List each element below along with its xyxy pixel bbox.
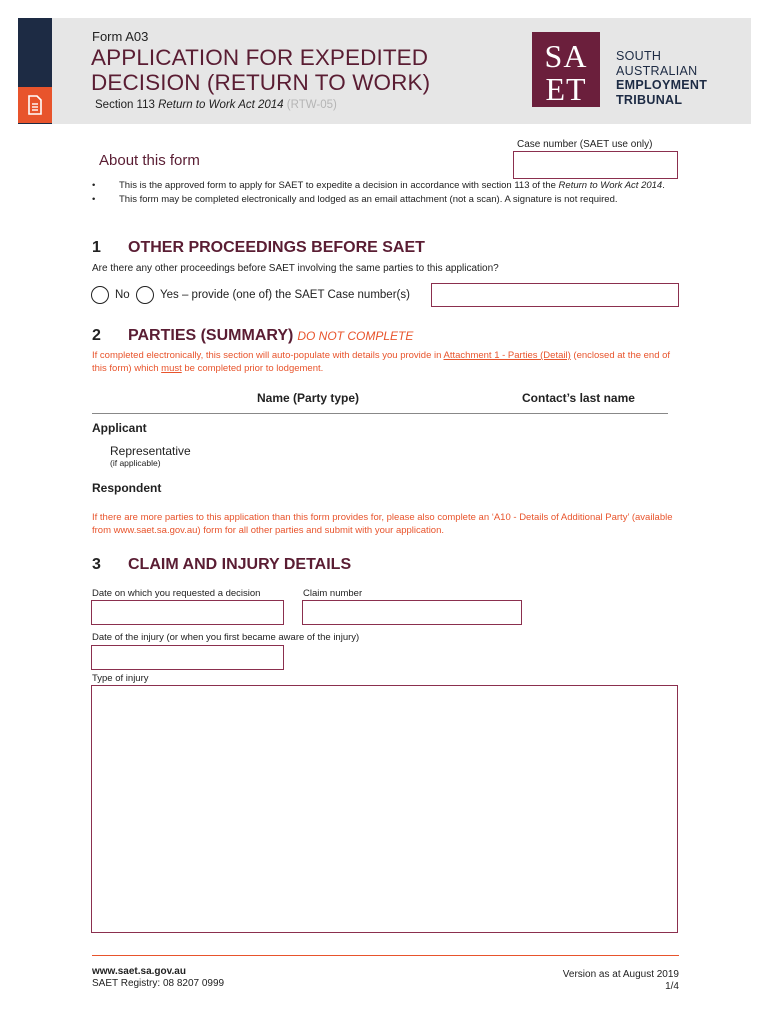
bullet-2-text: This form may be completed electronically and lodged as an email attachment (not a scan). A signature is not required. [119,194,618,205]
logo-line-2: AUSTRALIAN [616,63,698,78]
section-3-number: 3 [92,556,101,573]
no-radio[interactable] [91,286,109,304]
case-number-label: Case number (SAET use only) [517,139,653,150]
saet-logo-mark [532,32,600,107]
date-injury-input[interactable] [91,645,284,670]
svg-text:ET: ET [545,71,587,107]
tribunal-name [616,49,707,107]
type-injury-label: Type of injury [92,673,149,684]
table-divider [92,413,668,414]
applicant-label: Applicant [92,421,147,435]
section-2-title-text: PARTIES (SUMMARY) [128,327,294,344]
rtw-code: (RTW-05) [283,99,337,111]
title-line-1: APPLICATION FOR EXPEDITED [91,45,429,70]
section-3-title: CLAIM AND INJURY DETAILS [128,556,352,573]
no-radio-label: No [115,289,130,301]
yes-radio-label: Yes – provide (one of) the SAET Case number(s) [160,289,410,301]
representative-note: (if applicable) [110,458,161,468]
form-code: Form A03 [92,29,149,44]
bullet-dot-icon: • [92,194,96,205]
section-reference [95,99,337,111]
document-icon [18,87,52,123]
title-line-2: DECISION (RETURN TO WORK) [91,70,431,95]
attachment-1-link[interactable]: Attachment 1 - Parties (Detail) [443,350,571,361]
representative-label: Representative [110,444,191,458]
type-injury-textarea[interactable] [91,685,678,933]
list-item [92,194,682,206]
page-title [91,45,430,95]
section-2-number: 2 [92,327,101,344]
column-header-contact: Contact’s last name [522,391,635,405]
footer-registry-phone: SAET Registry: 08 8207 0999 [92,978,225,989]
section-1-question: Are there any other proceedings before SAET involving the same parties to this application? [92,263,499,274]
footer-website-link[interactable]: www.saet.sa.gov.au [92,966,186,977]
bullet-1-act: Return to Work Act 2014 [558,180,663,191]
additional-parties-note: If there are more parties to this application than this form provides for, please also complete an ‘A10 - Details of Additional Party’ (available from www.saet.sa.gov.au) form for all other parties and submit with your application. [92,512,673,536]
bullet-dot-icon: • [92,180,96,191]
do-not-complete-warning: DO NOT COMPLETE [297,329,414,343]
yes-radio[interactable] [136,286,154,304]
date-injury-label: Date of the injury (or when you first became aware of the injury) [92,632,360,643]
about-bullets [92,180,682,208]
column-header-name: Name (Party type) [257,391,360,405]
logo-line-3: EMPLOYMENT [616,78,708,92]
bullet-1-end: . [662,180,665,191]
note-must: must [161,363,182,374]
date-requested-label: Date on which you requested a decision [92,588,261,599]
note-text-2: (enclosed at the end of this form) which [92,350,671,374]
footer-divider [92,955,679,956]
list-item [92,180,682,192]
logo-line-4: TRIBUNAL [616,92,683,107]
page-number: 1/4 [665,981,679,992]
section-prefix: Section 113 [95,99,159,111]
footer-version: Version as at August 2019 [562,969,679,980]
case-number-field[interactable] [513,151,678,179]
respondent-label: Respondent [92,481,162,495]
claim-number-input[interactable] [302,600,522,625]
note-text-1: If completed electronically, this section will auto-populate with details you provide in [92,350,444,361]
svg-text:SA: SA [544,38,588,74]
saet-case-number-input[interactable] [431,283,679,307]
claim-number-label: Claim number [303,588,363,599]
section-1-number: 1 [92,239,101,256]
note-text-3: be completed prior to lodgement. [181,363,324,374]
logo-line-1: SOUTH [616,49,662,63]
autopopulate-note [92,349,682,375]
about-heading: About this form [99,152,200,169]
section-1-title: OTHER PROCEEDINGS BEFORE SAET [128,239,425,256]
bullet-1-text: This is the approved form to apply for SAET to expedite a decision in accordance with section 113 of the [119,180,559,191]
date-requested-input[interactable] [91,600,284,625]
act-name: Return to Work Act 2014 [158,99,284,111]
section-2-title [128,327,413,345]
